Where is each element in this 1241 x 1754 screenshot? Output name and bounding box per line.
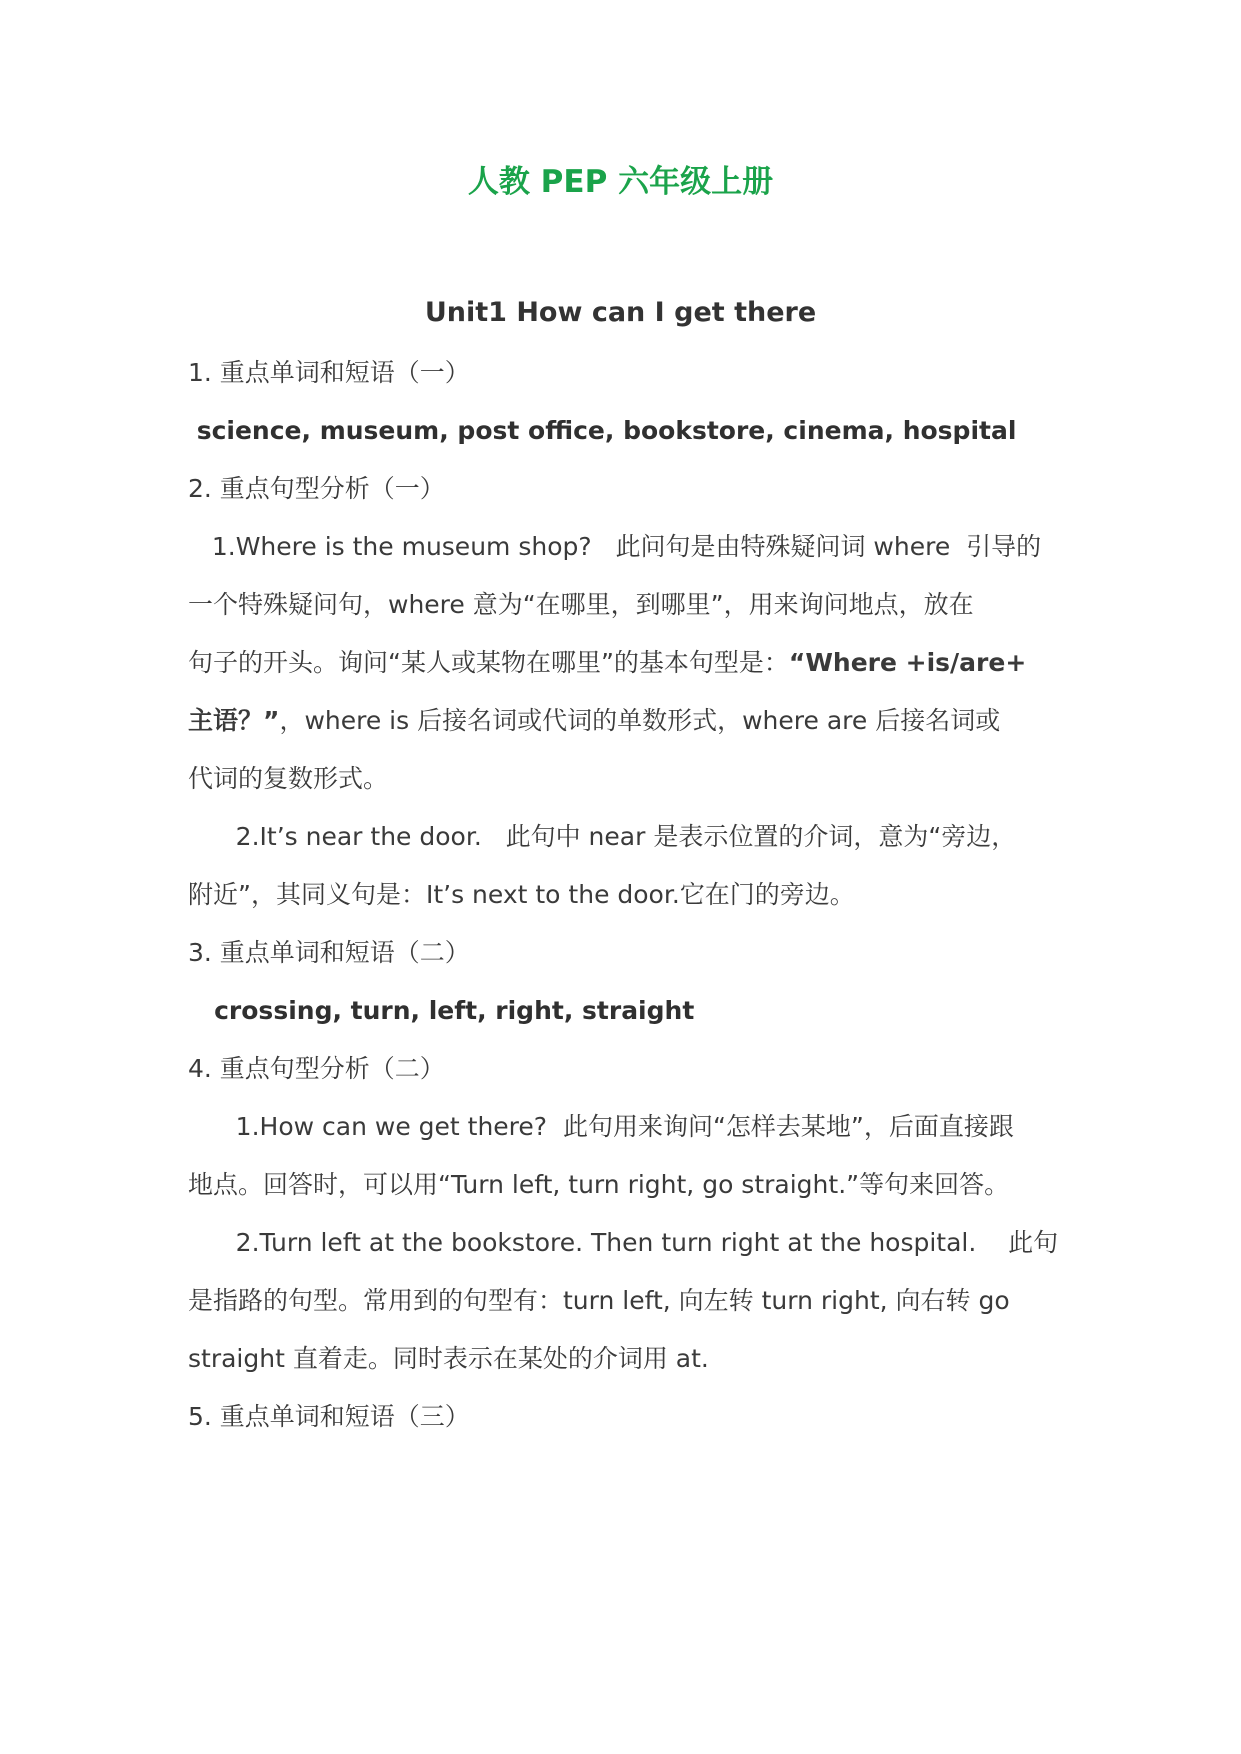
paragraph-line: 1.Where is the museum shop? 此问句是由特殊疑问词 where 引导的 — [188, 532, 1042, 561]
paragraph-line: straight 直着走。同时表示在某处的介词用 at. — [188, 1344, 709, 1373]
paragraph-line: 2.It’s near the door. 此句中 near 是表示位置的介词，意为“旁边， — [188, 822, 1017, 851]
paragraph-line: 句子的开头。询问“某人或某物在哪里”的基本句型是：“Where +is/are+ — [188, 648, 1027, 677]
paragraph-line: 一个特殊疑问句，where 意为“在哪里，到哪里”，用来询问地点，放在 — [188, 590, 974, 619]
paragraph-line: 是指路的句型。常用到的句型有：turn left, 向左转 turn right, 向右转 go — [188, 1286, 1010, 1315]
unit-title: Unit1 How can I get there — [424, 297, 817, 328]
section-heading-vocab-1: 1. 重点单词和短语（一） — [188, 358, 470, 387]
section-heading-vocab-2: 3. 重点单词和短语（二） — [188, 938, 470, 967]
page-title: 人教 PEP 六年级上册 — [467, 164, 774, 200]
section-heading-sentence-2: 4. 重点句型分析（二） — [188, 1054, 445, 1083]
paragraph-line: 代词的复数形式。 — [188, 764, 389, 793]
section-heading-sentence-1: 2. 重点句型分析（一） — [188, 474, 445, 503]
paragraph-line: 地点。回答时，可以用“Turn left, turn right, go straight.”等句来回答。 — [188, 1170, 1010, 1199]
paragraph-line: 主语？”，where is 后接名词或代词的单数形式，where are 后接名词或 — [188, 706, 1001, 735]
paragraph-line: 1.How can we get there? 此句用来询问“怎样去某地”，后面直接跟 — [188, 1112, 1014, 1141]
vocab-list-1: science, museum, post office, bookstore, cinema, hospital — [188, 416, 1017, 445]
vocab-list-2: crossing, turn, left, right, straight — [188, 996, 695, 1025]
section-heading-vocab-3: 5. 重点单词和短语（三） — [188, 1402, 470, 1431]
paragraph-line: 附近”，其同义句是：It’s next to the door.它在门的旁边。 — [188, 880, 855, 909]
paragraph-line: 2.Turn left at the bookstore. Then turn right at the hospital. 此句 — [188, 1228, 1059, 1257]
bold-pattern: 主语？” — [188, 706, 280, 735]
bold-pattern: “Where +is/are+ — [788, 648, 1027, 677]
